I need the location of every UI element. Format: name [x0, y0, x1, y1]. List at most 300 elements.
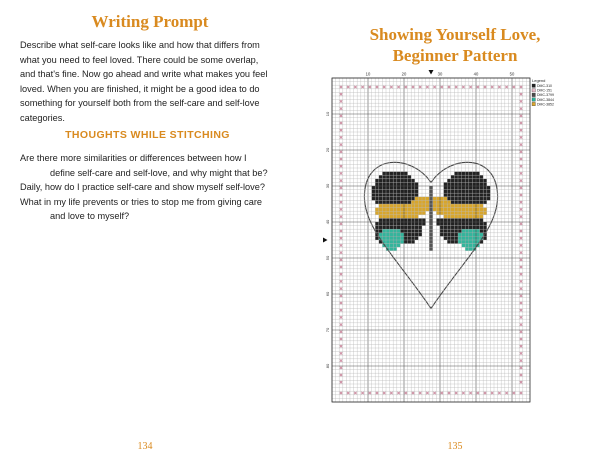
butterfly-wing-stitch — [444, 204, 448, 208]
butterfly-wing-stitch — [458, 193, 462, 197]
butterfly-wing-stitch — [390, 179, 394, 183]
butterfly-wing-stitch — [447, 229, 451, 233]
butterfly-body-stitch — [429, 190, 433, 194]
butterfly-wing-stitch — [469, 193, 473, 197]
butterfly-wing-stitch — [382, 226, 386, 230]
butterfly-wing-stitch — [444, 226, 448, 230]
butterfly-wing-stitch — [393, 204, 397, 208]
butterfly-wing-stitch — [418, 226, 422, 230]
butterfly-wing-stitch — [472, 236, 476, 240]
butterfly-wing-stitch — [472, 179, 476, 183]
butterfly-wing-stitch — [469, 204, 473, 208]
butterfly-body-stitch — [429, 244, 433, 248]
butterfly-wing-stitch — [426, 200, 430, 204]
butterfly-wing-stitch — [476, 175, 480, 179]
question-item — [20, 180, 275, 195]
butterfly-wing-stitch — [415, 222, 419, 226]
question-text: Are there more similarities or differences between how I — [20, 153, 247, 163]
butterfly-wing-stitch — [444, 218, 448, 222]
butterfly-wing-stitch — [472, 233, 476, 237]
pattern-title — [318, 24, 592, 66]
butterfly-wing-stitch — [386, 236, 390, 240]
butterfly-wing-stitch — [433, 208, 437, 212]
butterfly-wing-stitch — [451, 218, 455, 222]
butterfly-wing-stitch — [397, 233, 401, 237]
butterfly-wing-stitch — [462, 197, 466, 201]
butterfly-wing-stitch — [483, 222, 487, 226]
butterfly-wing-stitch — [375, 179, 379, 183]
butterfly-wing-stitch — [454, 193, 458, 197]
butterfly-wing-stitch — [390, 222, 394, 226]
butterfly-wing-stitch — [436, 204, 440, 208]
butterfly-wing-stitch — [458, 175, 462, 179]
butterfly-wing-stitch — [454, 179, 458, 183]
butterfly-wing-stitch — [400, 226, 404, 230]
butterfly-wing-stitch — [418, 200, 422, 204]
butterfly-wing-stitch — [397, 236, 401, 240]
butterfly-wing-stitch — [404, 197, 408, 201]
butterfly-wing-stitch — [408, 211, 412, 215]
butterfly-wing-stitch — [472, 215, 476, 219]
butterfly-wing-stitch — [440, 218, 444, 222]
butterfly-wing-stitch — [462, 211, 466, 215]
butterfly-wing-stitch — [458, 222, 462, 226]
butterfly-wing-stitch — [390, 236, 394, 240]
top-tick-label: 30 — [437, 71, 443, 77]
butterfly-wing-stitch — [483, 186, 487, 190]
butterfly-wing-stitch — [379, 204, 383, 208]
butterfly-wing-stitch — [454, 233, 458, 237]
butterfly-wing-stitch — [458, 229, 462, 233]
butterfly-wing-stitch — [462, 200, 466, 204]
butterfly-wing-stitch — [447, 208, 451, 212]
butterfly-wing-stitch — [382, 233, 386, 237]
butterfly-wing-stitch — [393, 236, 397, 240]
butterfly-wing-stitch — [451, 222, 455, 226]
butterfly-wing-stitch — [472, 211, 476, 215]
butterfly-wing-stitch — [404, 229, 408, 233]
butterfly-wing-stitch — [400, 208, 404, 212]
butterfly-wing-stitch — [386, 218, 390, 222]
butterfly-wing-stitch — [393, 233, 397, 237]
butterfly-wing-stitch — [408, 182, 412, 186]
butterfly-wing-stitch — [476, 236, 480, 240]
butterfly-body-stitch — [429, 215, 433, 219]
butterfly-wing-stitch — [436, 208, 440, 212]
butterfly-wing-stitch — [400, 229, 404, 233]
prompt-paragraph: Describe what self-care looks like and how that differs from what you need to feel loved. There could be some overlap, and that's fine. Now go ahead and write what makes you feel loved. When you are finished, it might be a good idea to do something for yourself both from the self-care and self-love categories. — [20, 40, 268, 123]
butterfly-wing-stitch — [393, 229, 397, 233]
butterfly-wing-stitch — [418, 222, 422, 226]
butterfly-wing-stitch — [386, 229, 390, 233]
butterfly-wing-stitch — [469, 218, 473, 222]
butterfly-wing-stitch — [379, 200, 383, 204]
butterfly-wing-stitch — [397, 211, 401, 215]
butterfly-wing-stitch — [393, 218, 397, 222]
butterfly-wing-stitch — [404, 211, 408, 215]
butterfly-wing-stitch — [476, 204, 480, 208]
butterfly-wing-stitch — [382, 186, 386, 190]
butterfly-wing-stitch — [444, 182, 448, 186]
question-text: Daily, how do I practice self-care and show myself self-love? — [20, 182, 265, 193]
butterfly-wing-stitch — [375, 226, 379, 230]
butterfly-wing-stitch — [458, 233, 462, 237]
butterfly-wing-stitch — [451, 193, 455, 197]
butterfly-wing-stitch — [465, 190, 469, 194]
butterfly-wing-stitch — [476, 222, 480, 226]
butterfly-wing-stitch — [472, 229, 476, 233]
butterfly-wing-stitch — [472, 218, 476, 222]
butterfly-body-stitch — [429, 218, 433, 222]
butterfly-wing-stitch — [415, 182, 419, 186]
side-tick-label: 30 — [325, 183, 330, 189]
butterfly-wing-stitch — [393, 172, 397, 176]
butterfly-wing-stitch — [375, 197, 379, 201]
legend-label: DMC-310 — [537, 84, 552, 88]
butterfly-wing-stitch — [465, 236, 469, 240]
butterfly-wing-stitch — [483, 226, 487, 230]
butterfly-wing-stitch — [454, 208, 458, 212]
butterfly-wing-stitch — [408, 190, 412, 194]
butterfly-wing-stitch — [400, 204, 404, 208]
butterfly-wing-stitch — [386, 200, 390, 204]
butterfly-wing-stitch — [382, 197, 386, 201]
butterfly-wing-stitch — [404, 233, 408, 237]
butterfly-wing-stitch — [393, 208, 397, 212]
butterfly-wing-stitch — [408, 197, 412, 201]
butterfly-wing-stitch — [411, 240, 415, 244]
butterfly-wing-stitch — [447, 236, 451, 240]
butterfly-wing-stitch — [433, 204, 437, 208]
butterfly-wing-stitch — [404, 226, 408, 230]
butterfly-wing-stitch — [408, 236, 412, 240]
butterfly-body-stitch — [429, 208, 433, 212]
butterfly-wing-stitch — [400, 215, 404, 219]
butterfly-wing-stitch — [411, 233, 415, 237]
legend-swatch — [532, 98, 535, 101]
butterfly-wing-stitch — [418, 218, 422, 222]
butterfly-wing-stitch — [422, 208, 426, 212]
butterfly-wing-stitch — [426, 197, 430, 201]
butterfly-wing-stitch — [411, 236, 415, 240]
butterfly-wing-stitch — [382, 236, 386, 240]
butterfly-wing-stitch — [451, 215, 455, 219]
butterfly-wing-stitch — [404, 208, 408, 212]
butterfly-wing-stitch — [397, 244, 401, 248]
butterfly-wing-stitch — [476, 200, 480, 204]
butterfly-wing-stitch — [382, 190, 386, 194]
butterfly-wing-stitch — [390, 226, 394, 230]
butterfly-wing-stitch — [447, 190, 451, 194]
butterfly-wing-stitch — [465, 182, 469, 186]
butterfly-wing-stitch — [418, 211, 422, 215]
butterfly-wing-stitch — [386, 244, 390, 248]
butterfly-wing-stitch — [415, 190, 419, 194]
butterfly-wing-stitch — [397, 186, 401, 190]
butterfly-wing-stitch — [447, 215, 451, 219]
butterfly-wing-stitch — [422, 197, 426, 201]
butterfly-wing-stitch — [440, 211, 444, 215]
butterfly-wing-stitch — [469, 233, 473, 237]
butterfly-wing-stitch — [469, 247, 473, 251]
pattern-title-line: Beginner Pattern — [392, 46, 518, 65]
butterfly-wing-stitch — [404, 182, 408, 186]
butterfly-wing-stitch — [404, 186, 408, 190]
butterfly-wing-stitch — [379, 193, 383, 197]
butterfly-wing-stitch — [411, 222, 415, 226]
butterfly-wing-stitch — [462, 204, 466, 208]
butterfly-wing-stitch — [411, 208, 415, 212]
butterfly-wing-stitch — [465, 240, 469, 244]
butterfly-wing-stitch — [444, 233, 448, 237]
butterfly-wing-stitch — [465, 247, 469, 251]
butterfly-wing-stitch — [454, 204, 458, 208]
butterfly-wing-stitch — [404, 222, 408, 226]
butterfly-wing-stitch — [404, 204, 408, 208]
butterfly-wing-stitch — [422, 222, 426, 226]
butterfly-wing-stitch — [379, 233, 383, 237]
butterfly-wing-stitch — [476, 182, 480, 186]
butterfly-wing-stitch — [476, 179, 480, 183]
butterfly-wing-stitch — [487, 190, 491, 194]
butterfly-wing-stitch — [462, 193, 466, 197]
butterfly-wing-stitch — [372, 193, 376, 197]
butterfly-wing-stitch — [458, 208, 462, 212]
butterfly-wing-stitch — [476, 218, 480, 222]
butterfly-wing-stitch — [386, 240, 390, 244]
stitching-questions — [20, 151, 275, 224]
butterfly-wing-stitch — [404, 179, 408, 183]
butterfly-wing-stitch — [404, 236, 408, 240]
butterfly-wing-stitch — [400, 193, 404, 197]
butterfly-wing-stitch — [393, 240, 397, 244]
butterfly-wing-stitch — [465, 197, 469, 201]
butterfly-wing-stitch — [451, 208, 455, 212]
side-tick-label: 40 — [325, 219, 330, 225]
butterfly-wing-stitch — [382, 211, 386, 215]
butterfly-body-stitch — [429, 204, 433, 208]
butterfly-wing-stitch — [483, 193, 487, 197]
butterfly-wing-stitch — [411, 204, 415, 208]
butterfly-wing-stitch — [375, 208, 379, 212]
butterfly-wing-stitch — [382, 193, 386, 197]
butterfly-wing-stitch — [483, 197, 487, 201]
butterfly-wing-stitch — [480, 197, 484, 201]
butterfly-wing-stitch — [415, 204, 419, 208]
butterfly-wing-stitch — [382, 172, 386, 176]
butterfly-wing-stitch — [483, 200, 487, 204]
butterfly-wing-stitch — [422, 211, 426, 215]
butterfly-wing-stitch — [476, 193, 480, 197]
butterfly-wing-stitch — [408, 175, 412, 179]
butterfly-wing-stitch — [487, 186, 491, 190]
butterfly-wing-stitch — [375, 182, 379, 186]
butterfly-wing-stitch — [454, 229, 458, 233]
butterfly-wing-stitch — [454, 182, 458, 186]
butterfly-wing-stitch — [462, 240, 466, 244]
butterfly-wing-stitch — [458, 197, 462, 201]
butterfly-wing-stitch — [390, 186, 394, 190]
butterfly-wing-stitch — [404, 190, 408, 194]
butterfly-wing-stitch — [408, 193, 412, 197]
butterfly-wing-stitch — [379, 197, 383, 201]
butterfly-wing-stitch — [454, 200, 458, 204]
butterfly-wing-stitch — [440, 226, 444, 230]
butterfly-wing-stitch — [465, 233, 469, 237]
butterfly-wing-stitch — [465, 229, 469, 233]
butterfly-wing-stitch — [454, 186, 458, 190]
butterfly-wing-stitch — [472, 186, 476, 190]
butterfly-wing-stitch — [454, 211, 458, 215]
butterfly-wing-stitch — [469, 229, 473, 233]
top-tick-label: 40 — [473, 71, 479, 77]
butterfly-wing-stitch — [382, 179, 386, 183]
butterfly-wing-stitch — [415, 193, 419, 197]
butterfly-wing-stitch — [382, 208, 386, 212]
butterfly-wing-stitch — [458, 179, 462, 183]
butterfly-wing-stitch — [462, 236, 466, 240]
butterfly-wing-stitch — [472, 197, 476, 201]
butterfly-wing-stitch — [397, 175, 401, 179]
butterfly-wing-stitch — [465, 244, 469, 248]
butterfly-wing-stitch — [444, 211, 448, 215]
butterfly-wing-stitch — [476, 233, 480, 237]
butterfly-wing-stitch — [444, 190, 448, 194]
butterfly-wing-stitch — [397, 172, 401, 176]
butterfly-wing-stitch — [379, 226, 383, 230]
butterfly-wing-stitch — [462, 208, 466, 212]
butterfly-wing-stitch — [469, 172, 473, 176]
butterfly-wing-stitch — [476, 226, 480, 230]
butterfly-wing-stitch — [404, 218, 408, 222]
butterfly-wing-stitch — [408, 204, 412, 208]
butterfly-wing-stitch — [480, 208, 484, 212]
butterfly-wing-stitch — [483, 208, 487, 212]
butterfly-wing-stitch — [400, 186, 404, 190]
butterfly-wing-stitch — [440, 197, 444, 201]
butterfly-wing-stitch — [451, 190, 455, 194]
butterfly-wing-stitch — [469, 226, 473, 230]
butterfly-wing-stitch — [386, 179, 390, 183]
butterfly-wing-stitch — [465, 208, 469, 212]
butterfly-wing-stitch — [458, 182, 462, 186]
butterfly-wing-stitch — [400, 222, 404, 226]
butterfly-wing-stitch — [462, 229, 466, 233]
butterfly-wing-stitch — [480, 215, 484, 219]
butterfly-wing-stitch — [444, 208, 448, 212]
butterfly-wing-stitch — [422, 200, 426, 204]
butterfly-wing-stitch — [372, 186, 376, 190]
butterfly-wing-stitch — [386, 226, 390, 230]
butterfly-wing-stitch — [390, 182, 394, 186]
butterfly-wing-stitch — [469, 200, 473, 204]
butterfly-wing-stitch — [447, 200, 451, 204]
butterfly-wing-stitch — [469, 208, 473, 212]
butterfly-wing-stitch — [408, 215, 412, 219]
butterfly-wing-stitch — [476, 197, 480, 201]
butterfly-wing-stitch — [418, 229, 422, 233]
butterfly-wing-stitch — [469, 186, 473, 190]
butterfly-wing-stitch — [400, 240, 404, 244]
butterfly-wing-stitch — [390, 175, 394, 179]
legend-swatch — [532, 89, 535, 92]
butterfly-wing-stitch — [465, 218, 469, 222]
butterfly-body-stitch — [429, 247, 433, 251]
butterfly-wing-stitch — [400, 197, 404, 201]
butterfly-wing-stitch — [476, 229, 480, 233]
butterfly-wing-stitch — [480, 193, 484, 197]
butterfly-wing-stitch — [390, 204, 394, 208]
butterfly-wing-stitch — [454, 190, 458, 194]
butterfly-wing-stitch — [454, 226, 458, 230]
legend-title: Legend — [532, 78, 546, 83]
butterfly-wing-stitch — [418, 197, 422, 201]
butterfly-wing-stitch — [390, 233, 394, 237]
butterfly-wing-stitch — [451, 240, 455, 244]
pattern-title-line: Showing Yourself Love, — [369, 25, 541, 44]
butterfly-wing-stitch — [411, 218, 415, 222]
butterfly-wing-stitch — [451, 236, 455, 240]
butterfly-wing-stitch — [462, 175, 466, 179]
butterfly-wing-stitch — [393, 222, 397, 226]
butterfly-wing-stitch — [397, 200, 401, 204]
butterfly-wing-stitch — [375, 236, 379, 240]
butterfly-wing-stitch — [465, 204, 469, 208]
butterfly-wing-stitch — [454, 222, 458, 226]
butterfly-wing-stitch — [390, 200, 394, 204]
legend-label: DMC-3844 — [537, 97, 554, 102]
butterfly-wing-stitch — [462, 215, 466, 219]
butterfly-wing-stitch — [458, 211, 462, 215]
butterfly-wing-stitch — [472, 175, 476, 179]
butterfly-wing-stitch — [454, 240, 458, 244]
butterfly-wing-stitch — [400, 200, 404, 204]
butterfly-wing-stitch — [454, 218, 458, 222]
butterfly-wing-stitch — [480, 186, 484, 190]
butterfly-wing-stitch — [379, 175, 383, 179]
butterfly-body-stitch — [429, 229, 433, 233]
butterfly-wing-stitch — [411, 179, 415, 183]
butterfly-wing-stitch — [390, 215, 394, 219]
butterfly-wing-stitch — [393, 200, 397, 204]
butterfly-wing-stitch — [386, 175, 390, 179]
butterfly-wing-stitch — [462, 222, 466, 226]
butterfly-wing-stitch — [480, 229, 484, 233]
butterfly-wing-stitch — [418, 208, 422, 212]
butterfly-body-stitch — [429, 186, 433, 190]
side-tick-label: 10 — [325, 111, 330, 117]
butterfly-wing-stitch — [462, 190, 466, 194]
butterfly-wing-stitch — [379, 218, 383, 222]
butterfly-wing-stitch — [411, 200, 415, 204]
butterfly-wing-stitch — [447, 204, 451, 208]
butterfly-wing-stitch — [390, 211, 394, 215]
butterfly-wing-stitch — [397, 204, 401, 208]
butterfly-wing-stitch — [415, 229, 419, 233]
butterfly-wing-stitch — [372, 197, 376, 201]
butterfly-wing-stitch — [440, 204, 444, 208]
butterfly-wing-stitch — [451, 186, 455, 190]
butterfly-wing-stitch — [404, 215, 408, 219]
butterfly-wing-stitch — [386, 211, 390, 215]
butterfly-wing-stitch — [462, 233, 466, 237]
legend-swatch — [532, 93, 535, 96]
butterfly-wing-stitch — [458, 172, 462, 176]
center-marker-top — [429, 70, 434, 75]
butterfly-wing-stitch — [444, 186, 448, 190]
butterfly-wing-stitch — [382, 204, 386, 208]
butterfly-wing-stitch — [469, 236, 473, 240]
